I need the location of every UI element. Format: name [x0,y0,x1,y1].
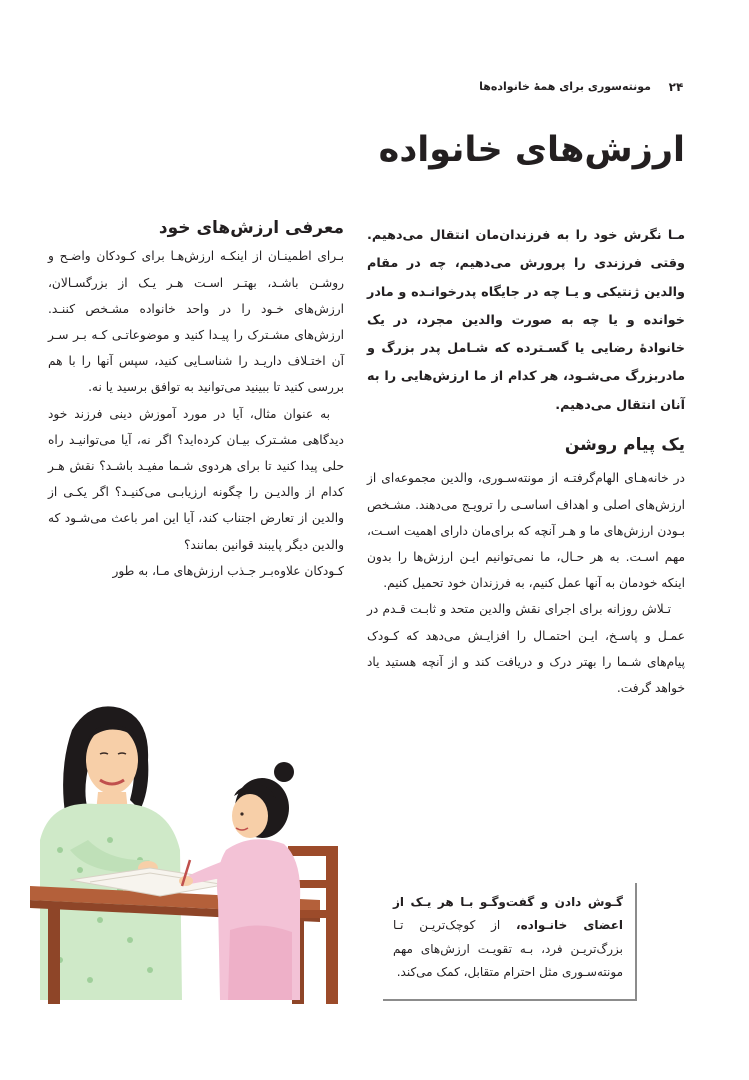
running-header: مونته‌سوری برای همهٔ خانواده‌ها [479,80,651,93]
paragraph: در خانه‌هـای الهام‌گرفتـه از مونته‌سـوری، والدین مجموعه‌ای از ارزش‌های اصلی و اهداف اساسـی را ترویـج می‌دهند. مشـخص بـودن ارزش‌های ما و هـر آنچه که برای‌مان دارای اهمیت اسـت، مهم اسـت. به هر حـال، ما نمی‌توانیم ایـن ارزش‌ها را بدون اینکه خودمان به آنها عمل کنیم، به فرزندان خود تحمیل کنیم. [367,471,685,591]
mother-child-illustration [30,700,350,1005]
section-heading-clear-message: یک پیام روشن [564,435,685,455]
paragraph: بـرای اطمینـان از اینکـه ارزش‌هـا برای کـودکان واضـح و روشـن باشـد، بهتـر اسـت هـر یـک از بزرگسـالان، ارزش‌های خـود را در واحد خانواده مشـخص کننـد. ارزش‌های مشـترک را پیـدا کنید و موضوعاتـی کـه بـر سـر آن اختـلاف داریـد را شناسـایی کنید، سپس آنها را با هم بررسی کنید تا ببینید می‌توانید به توافق برسید یا نه. [48,249,344,395]
paragraph: به عنوان مثال، آیا در مورد آموزش دینی فرزند خود دیدگاهی مشـترک بیـان کرده‌اید؟ اگر نه، آیا می‌توانیـد راه حلی پیدا کنید تا برای هردوی شـما مفیـد باشـد؟ نقش هـر کدام از والدیـن را چگونه ارزیابـی می‌کنیـد؟ اگر یکـی از والدین از تعارض اجتناب کند، آیا این امر باعث می‌شـود که والدین دیگر پایبند قوانین بمانند؟ [48,406,344,552]
section-introduce-values [48,218,344,584]
section-heading-introduce-values: معرفی ارزش‌های خود [158,218,344,238]
intro-paragraph: مـا نگرش خود را به فرزندان‌مان انتقال می‌دهیم. وقتی فرزندی را پرورش می‌دهیم، چه در مقام والدین ژنتیکی و یـا چه در جایگاه پدرخوانـده و مادر خوانده و یا چه به صورت والدین مجرد، در یک خانوادهٔ رضایی یا گسـترده که شـامل پدر بزرگ و مادربزرگ می‌شـود، هر کدام از ما ارزش‌هایی را به آنان انتقال می‌دهیم. [367,228,685,413]
callout-lead: گـوش دادن و گفت‌وگـو بـا هر یـک از اعضای خانـواده، [393,895,623,933]
page-number: ۲۴ [668,80,684,94]
mother-figure [40,706,182,1000]
callout-rest: از کوچک‌تریـن تـا بزرگ‌تریـن فرد، بـه تقویـت ارزش‌های مهم مونته‌سـوری مثل احترام متقابل، کمک می‌کند. [393,918,623,980]
callout-text [393,891,623,985]
paragraph: کـودکان علاوه‌بـر جـذب ارزش‌های مـا، به طور [112,563,344,578]
page-title: ارزش‌های خانواده [378,130,685,170]
section-clear-message [367,435,685,701]
callout-box [383,883,637,1001]
paragraph: تـلاش روزانه برای اجرای نقش والدین متحد و ثابـت قـدم در عمـل و پاسـخ، ایـن احتمـال را افزایـش می‌دهد که کـودک پیام‌های شـما را بهتر درک و دریافت کند و از آنچه هستید یاد خواهد گرفت. [367,602,685,696]
child-figure [179,762,300,1000]
